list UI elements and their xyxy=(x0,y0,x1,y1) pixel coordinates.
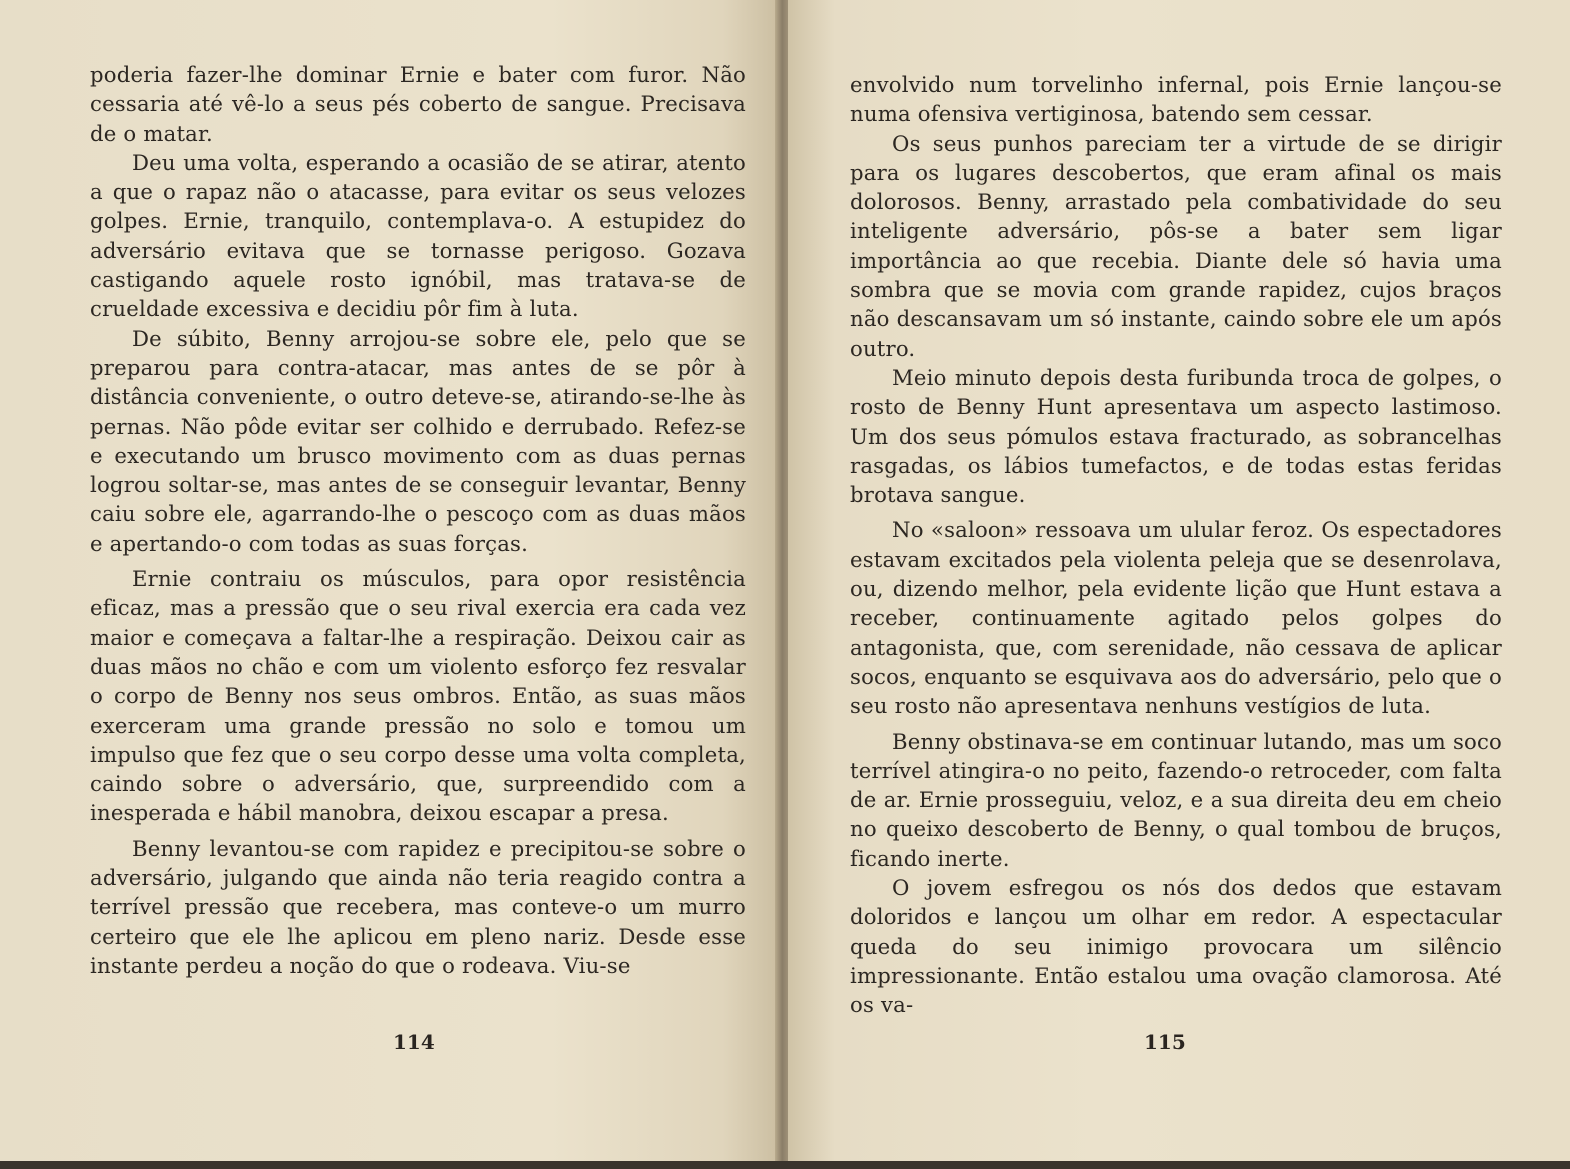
left-paragraph-5: Benny levantou-se com rapidez e precipitou-se sobre o adversário, julgando que ainda não teria reagido contra a terrível pressão que recebera, mas conteve-o um murro certeiro que ele lhe aplicou em pleno nariz. Desde esse instante perdeu a noção do que o rodeava. Viu-se xyxy=(90,835,746,978)
left-page-text xyxy=(90,60,746,980)
left-paragraph-2: Deu uma volta, esperando a ocasião de se atirar, atento a que o rapaz não o atacasse, para evitar os seus velozes golpes. Ernie, tranquilo, contemplava-o. A estupidez do adversário evitava que se tornasse perigoso. Gozava castigando aquele rosto ignóbil, mas tratava-se de crueldade excessiva e decidiu pôr fim à luta. xyxy=(90,149,746,322)
right-paragraph-4: No «saloon» ressoava um ulular feroz. Os espectadores estavam excitados pela violenta peleja que se desenrolava, ou, dizendo melhor, pela evidente lição que Hunt estava a receber, continuamente agitado pelos golpes do antagonista, que, com serenidade, não cessava de aplicar socos, enquanto se esquivava aos do adversário, pelo que o seu rosto não apresentava nenhuns vestígios de luta. xyxy=(850,517,1502,719)
left-paragraph-4: Ernie contraiu os músculos, para opor resistência eficaz, mas a pressão que o seu rival exercia era cada vez maior e começava a faltar-lhe a respiração. Deixou cair as duas mãos no chão e com um violento esforço fez resvalar o corpo de Benny nos seus ombros. Então, as suas mãos exerceram uma grande pressão no solo e tomou um impulso que fez que o seu corpo desse uma volta completa, caindo sobre o adversário, que, surpreendido com a inesperada e hábil manobra, deixou escapar a presa. xyxy=(90,566,746,826)
right-paragraph-6: O jovem esfregou os nós dos dedos que estavam doloridos e lançou um olhar em redor. A espectacular queda do seu inimigo provocara um silêncio impressionante. Então estalou uma ovação clamorosa. Até os va- xyxy=(850,875,1502,1018)
right-paragraph-1: envolvido num torvelinho infernal, pois Ernie lançou-se numa ofensiva vertiginosa, batendo sem cessar. xyxy=(850,72,1502,127)
bottom-edge xyxy=(0,1161,1570,1169)
left-paragraph-1: poderia fazer-lhe dominar Ernie e bater com furor. Não cessaria até vê-lo a seus pés coberto de sangue. Precisava de o matar. xyxy=(90,62,746,146)
right-paragraph-5: Benny obstinava-se em continuar lutando, mas um soco terrível atingira-o no peito, fazendo-o retroceder, com falta de ar. Ernie prosseguiu, veloz, e a sua direita deu em cheio no queixo descoberto de Benny, o qual tombou de bruços, ficando inerte. xyxy=(850,728,1502,871)
left-paragraph-3: De súbito, Benny arrojou-se sobre ele, pelo que se preparou para contra-atacar, mas antes de se pôr à distância conveniente, o outro deteve-se, atirando-se-lhe às pernas. Não pôde evitar ser colhido e derrubado. Refez-se e executando um brusco movimento com as duas pernas logrou soltar-se, mas antes de se conseguir levantar, Benny caiu sobre ele, agarrando-lhe o pescoço com as duas mãos e apertando-o com todas as suas forças. xyxy=(90,325,746,556)
right-paragraph-2: Os seus punhos pareciam ter a virtude de se dirigir para os lugares descobertos, que eram afinal os mais dolorosos. Benny, arrastado pela combatividade do seu inteligente adversário, pôs-se a bater sem ligar importância ao que recebia. Diante dele só havia uma sombra que se movia com grande rapidez, cujos braços não descansavam um só instante, caindo sobre ele um após outro. xyxy=(850,130,1502,361)
right-page xyxy=(788,0,1570,1169)
left-page-number: 114 xyxy=(393,1030,435,1054)
right-page-text xyxy=(850,70,1502,1020)
right-paragraph-3: Meio minuto depois desta furibunda troca de golpes, o rosto de Benny Hunt apresentava um aspecto lastimoso. Um dos seus pómulos estava fracturado, as sobrancelhas rasgadas, os lábios tumefactos, e de todas estas feridas brotava sangue. xyxy=(850,364,1502,508)
right-page-number: 115 xyxy=(1144,1030,1186,1054)
